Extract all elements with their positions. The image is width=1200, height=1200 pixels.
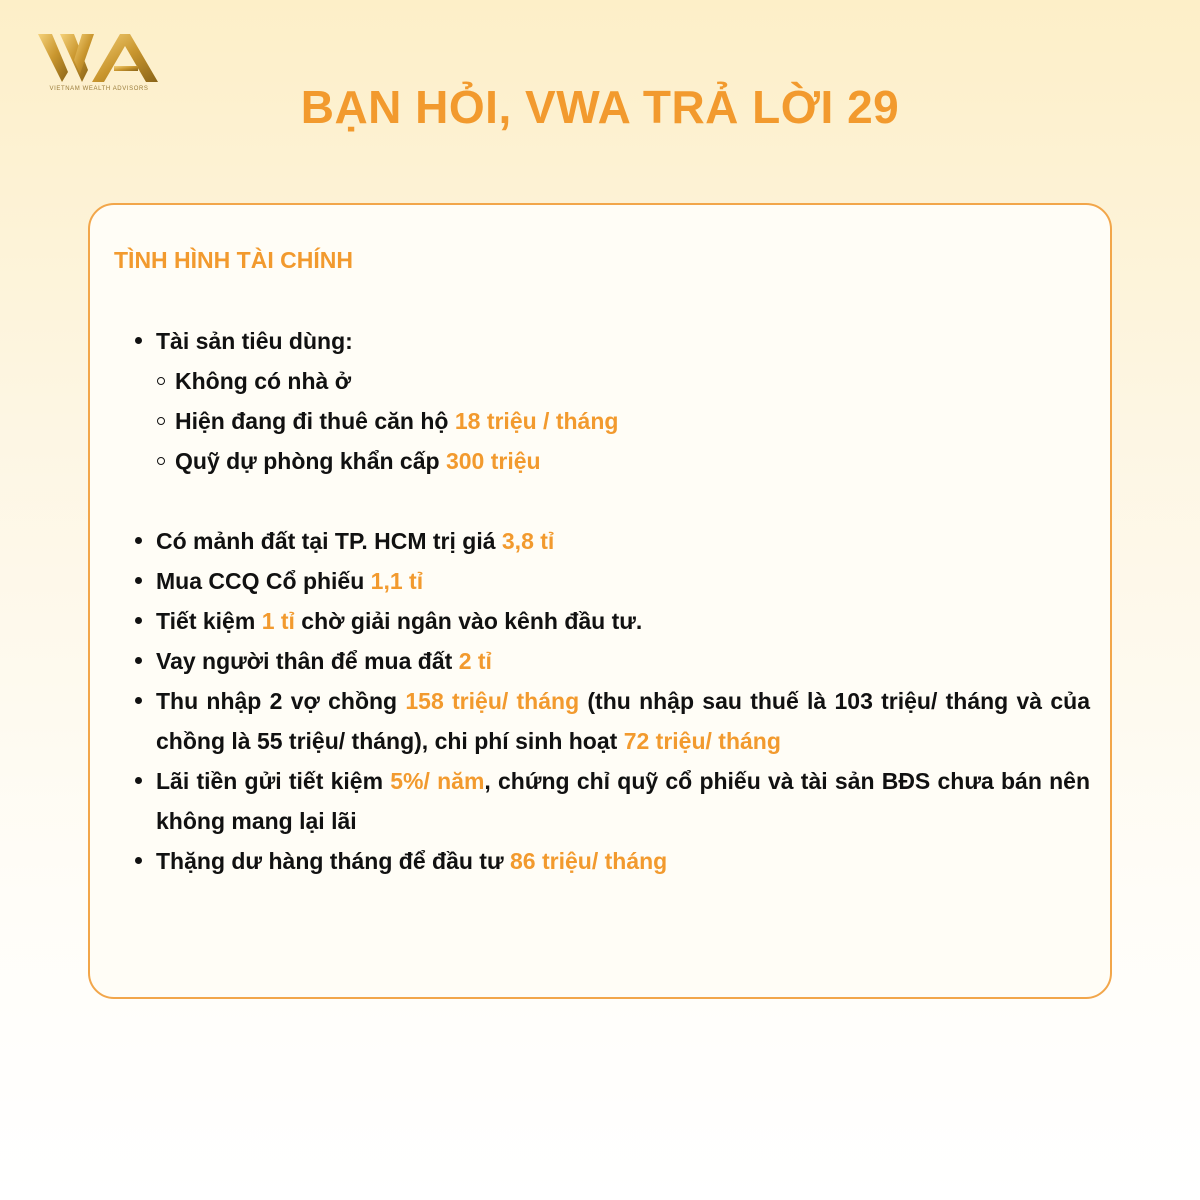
- list-item: Tiết kiệm 1 tỉ chờ giải ngân vào kênh đầu tư.: [134, 601, 1090, 641]
- highlight-value: 18 triệu / tháng: [454, 408, 619, 434]
- highlight-value: 72 triệu/ tháng: [623, 728, 781, 754]
- list-item: Có mảnh đất tại TP. HCM trị giá 3,8 tỉ: [134, 521, 1090, 561]
- list-item: Mua CCQ Cổ phiếu 1,1 tỉ: [134, 561, 1090, 601]
- list-item: Thặng dư hàng tháng để đầu tư 86 triệu/ tháng: [134, 841, 1090, 881]
- spacer: [134, 481, 1090, 521]
- highlight-value: 1 tỉ: [261, 608, 295, 634]
- sub-list-item: Không có nhà ở: [134, 361, 1090, 401]
- page-title: BẠN HỎI, VWA TRẢ LỜI 29: [300, 81, 900, 133]
- highlight-value: 3,8 tỉ: [501, 528, 555, 554]
- list-item: Lãi tiền gửi tiết kiệm 5%/ năm, chứng chỉ quỹ cổ phiếu và tài sản BĐS chưa bán nên không mang lại lãi: [134, 761, 1090, 841]
- logo-caption: VIETNAM WEALTH ADVISORS: [49, 86, 149, 92]
- list-item: Tài sản tiêu dùng:: [134, 321, 1090, 361]
- highlight-value: 300 triệu: [445, 448, 541, 474]
- highlight-value: 5%/ năm: [390, 768, 485, 794]
- highlight-value: 86 triệu/ tháng: [510, 848, 668, 874]
- sub-list-item: Hiện đang đi thuê căn hộ 18 triệu / tháng: [134, 401, 1090, 441]
- highlight-value: 1,1 tỉ: [370, 568, 424, 594]
- highlight-value: 158 triệu/ tháng: [405, 688, 580, 714]
- highlight-value: 2 tỉ: [458, 648, 492, 674]
- sub-list-item: Quỹ dự phòng khẩn cấp 300 triệu: [134, 441, 1090, 481]
- financial-status-card: [88, 203, 1112, 999]
- list-item: Thu nhập 2 vợ chồng 158 triệu/ tháng (thu nhập sau thuế là 103 triệu/ tháng và của chồng là 55 triệu/ tháng), chi phí sinh hoạt 72 triệu/ tháng: [134, 681, 1090, 761]
- financial-list: [134, 321, 1090, 881]
- section-title: TÌNH HÌNH TÀI CHÍNH: [114, 247, 353, 273]
- list-item: Vay người thân để mua đất 2 tỉ: [134, 641, 1090, 681]
